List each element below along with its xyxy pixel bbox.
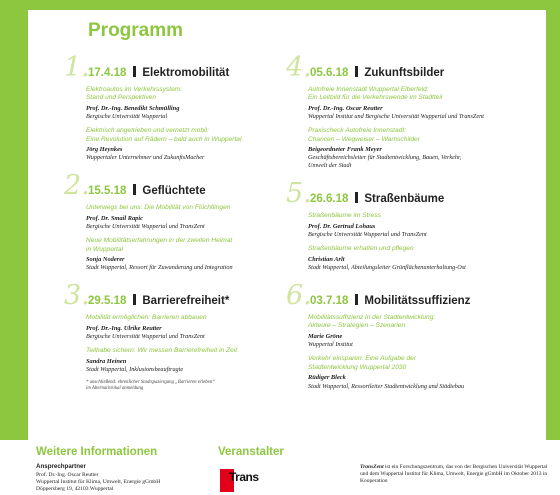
talk-speaker: Prof. Dr. Gertrud Lohaus [308, 222, 376, 230]
program-entry [286, 280, 534, 390]
talk-item [308, 245, 534, 272]
talk-affiliation: Wuppertal Institut [308, 341, 353, 349]
talk-item [86, 86, 300, 121]
talk-subtitle: Verkehr einsparen: Eine Aufgabe der Stadtentwicklung Wuppertal 2030 [308, 355, 417, 371]
entry-number: 6. [286, 280, 312, 312]
talk-affiliation: Stadt Wuppertal, Ressort für Zuwanderung und Integration [86, 264, 233, 272]
organizer-heading: Veranstalter [218, 446, 284, 458]
transzent-name: TransZent [360, 464, 384, 470]
transzent-description [360, 464, 550, 485]
entry-separator-bar [355, 66, 358, 77]
left-green-margin [0, 10, 28, 440]
talk-speaker: Sonja Noderer [86, 256, 125, 264]
entry-header [64, 280, 300, 314]
talk-affiliation: Stadt Wuppertal, Inklusionsbeauftragte [86, 366, 184, 374]
entry-separator-bar [133, 184, 136, 195]
program-entry [64, 280, 300, 392]
contact-address: Prof. Dr.-Ing. Oscar Reutter Wuppertal Institut für Klima, Umwelt, Energie gGmbH Döppersberg 19, 42103 Wuppertal [36, 472, 161, 492]
talk-item [308, 314, 534, 349]
entry-date: 29.5.18 [88, 295, 127, 308]
top-green-bar [0, 0, 560, 10]
talk-subtitle: Mobilität ermöglichen: Barrieren abbauen [86, 314, 207, 322]
entry-separator-bar [355, 294, 358, 305]
entry-date: 05.6.18 [310, 67, 349, 79]
talk-speaker: Christian Arlt [308, 255, 345, 263]
talk-speaker: Sandra Heinen [86, 357, 127, 365]
talk-speaker: Rüdiger Bleck [308, 374, 346, 382]
entry-separator-bar [133, 66, 136, 77]
talk-subtitle: Praxischeck Autofreie Innenstadt: Chancen – Wegweiser – Warnschilder [308, 127, 420, 143]
talk-speaker: Jörg Heynkes [86, 146, 123, 154]
talk-affiliation: Stadt Wuppertal, Abteilungsleiter Grünflächenunterhaltung-Ost [308, 264, 466, 272]
info-heading: Weitere Informationen [36, 446, 158, 458]
talk-item [86, 314, 300, 341]
entry-number: 4. [286, 52, 312, 83]
talk-item [308, 127, 534, 170]
program-column-right [286, 52, 534, 399]
talk-affiliation: Bergische Universität Wuppertal und TransZent [308, 231, 427, 239]
talk-subtitle: Elektrisch angetrieben und vernetzt mobil: Eine Revolution auf Rädern – bald auch in Wuppertal [86, 127, 242, 143]
talk-subtitle: Mobilitätssuffizienz in der Stadtentwicklung: Akteure – Strategien – Szenarien [308, 314, 436, 330]
program-entry [286, 178, 534, 272]
entry-title: Elektromobilität [142, 67, 230, 79]
entry-separator-bar [133, 294, 136, 305]
program-entry [64, 170, 300, 272]
entry-date: 26.6.18 [310, 193, 349, 206]
talk-item [308, 212, 534, 239]
logo-wordmark: Trans [229, 470, 259, 484]
entry-title: Zukunftsbilder [364, 67, 445, 79]
talk-subtitle: Straßenbäume im Stress [308, 212, 381, 220]
entry-title: Mobilitätssuffizienz [364, 295, 471, 308]
entry-number: 3. [64, 280, 90, 312]
talk-subtitle: Straßenbäume erhalten und pflegen [308, 245, 414, 253]
entry-date: 03.7.18 [310, 295, 349, 308]
transzent-text: ist ein Forschungszentrum, das von der Bergischen Universität Wuppertal und dem Wuppertal Institut für Klima, Umwelt, Energie gGmbH im Oktober 2013 in Kooperation [360, 464, 548, 484]
entry-header [64, 170, 300, 204]
entry-separator-bar [355, 192, 358, 203]
talk-affiliation: Wuppertal Institut und Bergische Universität Wuppertal und TransZent [308, 113, 484, 121]
entry-header [64, 52, 300, 86]
talk-item [86, 237, 300, 272]
talk-subtitle: Teilhabe sichern: Wir messen Barrierefreiheit in Zeit [86, 347, 238, 355]
talk-speaker: Prof. Dr. Smail Rapic [86, 214, 143, 222]
entry-header [286, 52, 534, 86]
entry-footnote: * anschließend: ehrenlicher Stadtspaziergang „Barrieren erleben“ im Alternativlokal anmeldung [86, 380, 215, 392]
program-column-left [64, 52, 300, 400]
entry-number: 5. [286, 178, 312, 210]
talk-item [308, 86, 534, 121]
talk-subtitle: Elektroautos im Verkehrssystem: Stand und Perspektiven [86, 86, 183, 102]
program-entry [286, 52, 534, 170]
talk-subtitle: Unterwegs bei uns: Die Mobilität von Flüchtlingen [86, 204, 231, 212]
talk-speaker: Beigeordneter Frank Meyer [308, 146, 382, 154]
talk-speaker: Prof. Dr.-Ing. Ulrike Reutter [86, 324, 162, 332]
talk-speaker: Marie Gröne [308, 332, 343, 340]
talk-item [86, 347, 300, 374]
talk-item [86, 204, 300, 231]
talk-speaker: Prof. Dr.-Ing. Benedikt Schmülling [86, 104, 180, 112]
entry-header [286, 178, 534, 212]
talk-subtitle: Autofreie Innenstadt Wuppertal Elberfeld: Ein Leitbild für die Verkehrswende im Stadtteil [308, 86, 443, 102]
talk-item [308, 355, 534, 390]
talk-affiliation: Stadt Wuppertal, Ressortleiter Stadtentwicklung und Städtebau [308, 382, 465, 390]
talk-speaker: Prof. Dr.-Ing. Oscar Reutter [308, 104, 383, 112]
entry-title: Barrierefreiheit* [142, 295, 230, 308]
talk-subtitle: Neue Mobilitätserfahrungen in der zweiten Heimat in Wuppertal [86, 237, 233, 253]
entry-date: 15.5.18 [88, 185, 127, 198]
entry-header [286, 280, 534, 314]
talk-affiliation: Bergische Universität Wuppertal und TransZent [86, 333, 205, 341]
right-green-margin [546, 10, 560, 440]
talk-item [86, 127, 300, 162]
talk-affiliation: Bergische Universität Wuppertal und TransZent [86, 223, 205, 231]
page-title: Programm [88, 20, 184, 41]
entry-number: 1. [64, 52, 90, 83]
talk-affiliation: Wuppertaler Unternehmer und ZukunftsMacher [86, 154, 205, 162]
entry-number: 2. [64, 170, 90, 202]
entry-title: Geflüchtete [142, 185, 206, 198]
entry-date: 17.4.18 [88, 67, 127, 79]
transzent-logo [220, 469, 270, 495]
entry-title: Straßenbäume [364, 193, 445, 206]
program-entry [64, 52, 300, 162]
talk-affiliation: Bergische Universität Wuppertal [86, 113, 168, 121]
talk-affiliation: Geschäftsbereichsleiter für Stadtentwicklung, Bauen, Verkehr, Umwelt der Stadt [308, 154, 462, 170]
contact-label: Ansprechpartner [36, 463, 86, 470]
